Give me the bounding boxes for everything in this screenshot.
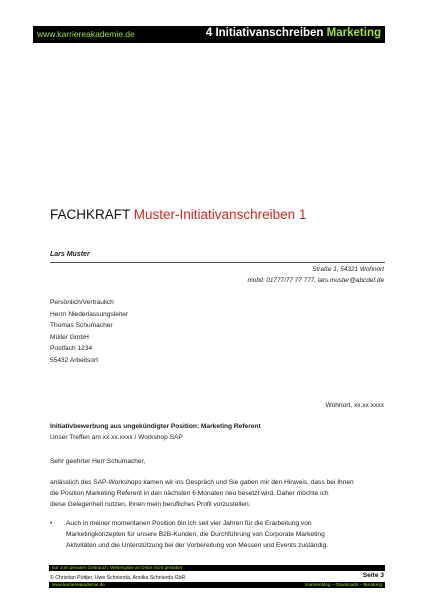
letter-salutation: Sehr geehrter Herr Schumacher, bbox=[50, 458, 146, 465]
recipient-address-block bbox=[50, 297, 128, 366]
document-title bbox=[50, 207, 306, 222]
sender-contact: mobil: 01777/77 77 777, lars.muster@abcdef.de bbox=[247, 277, 384, 284]
recipient-line: 55432 Arbeitsort bbox=[50, 356, 99, 364]
bullet-icon: • bbox=[50, 520, 53, 527]
bullet-text bbox=[66, 518, 328, 551]
bullet-line: Marketingkonzepten für unsere B2B-Kunden, die Durchführung von Corporate Marketing bbox=[66, 531, 325, 538]
document-title-prefix: FACHKRAFT bbox=[50, 207, 131, 222]
letter-subline: Unser Treffen am xx.xx.xxxx / Workshop SAP bbox=[50, 434, 183, 441]
letter-subject: Initiativbewerbung aus ungekündigter Position: Marketing Referent bbox=[50, 423, 261, 430]
recipient-line: Herrn Niederlassungsleiter bbox=[50, 310, 129, 318]
header-title-prefix: 4 Initiativanschreiben bbox=[205, 27, 324, 39]
paragraph-line: anlässlich des SAP-Workshops kamen wir ins Gespräch und Sie gaben mir den Hinweis, dass bei Ihnen bbox=[50, 479, 354, 486]
header-title bbox=[206, 27, 381, 39]
header-url-link[interactable]: www.karriereakademie.de bbox=[37, 29, 135, 39]
paragraph-line: diese Gelegenheit nutzen, Ihnen mein berufliches Profil vorzustellen. bbox=[50, 501, 251, 508]
document-title-accent: Muster-Initiativanschreiben 1 bbox=[133, 207, 307, 222]
header-bar bbox=[33, 26, 385, 43]
page-number: Seite 3 bbox=[362, 572, 384, 579]
sender-divider bbox=[50, 262, 385, 263]
recipient-line: Persönlich/Vertraulich bbox=[50, 299, 114, 306]
paragraph-line: die Position Marketing Referent in den nächsten 6 Monaten neu besetzt wird. Daher möchte ich bbox=[50, 490, 329, 497]
letter-date: Wohnort, xx.xx.xxxx bbox=[325, 402, 384, 409]
recipient-line: Thomas Schumacher bbox=[50, 322, 113, 329]
letter-paragraph bbox=[50, 477, 390, 510]
recipient-line: Müller GmbH bbox=[50, 333, 89, 341]
sender-address: Straße 1, 54321 Wohnort bbox=[312, 266, 384, 273]
recipient-line: Postfach 1234 bbox=[50, 345, 93, 352]
footer-copyright: © Christian Püttjer, Uwe Schnierda, Annika Schnierda GbR bbox=[50, 575, 186, 581]
footer-url-link[interactable]: www.karriereakademie.de bbox=[52, 582, 105, 587]
footer-usage-note: nur zum privaten Gebrauch, Weitergabe an Dritte nicht gestattet bbox=[52, 565, 183, 570]
bullet-line: Aktivitäten und die Unterstützung bei der Vorbereitung von Messen und Events zuständig. bbox=[66, 542, 329, 549]
header-title-accent: Marketing bbox=[326, 27, 381, 39]
bullet-line: Auch in meiner momentanen Position bin ich seit vier Jahren für die Erarbeitung von bbox=[66, 520, 312, 527]
sender-name: Lars Muster bbox=[50, 251, 90, 258]
footer-links[interactable]: Karriereblog – Downloads – Beratung bbox=[305, 582, 382, 587]
